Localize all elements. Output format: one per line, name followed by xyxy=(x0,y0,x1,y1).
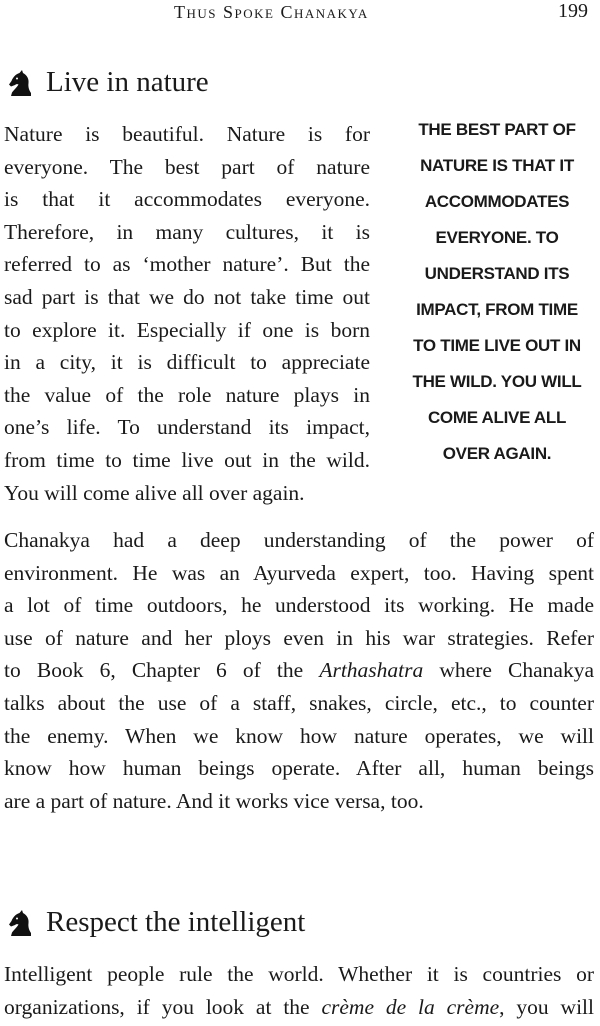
text-line: environment. He was an Ayurveda expert, too. Having spent xyxy=(4,560,594,585)
text-line: know how human beings operate. After all, human beings xyxy=(4,756,594,781)
text-line: Intelligent people rule the world. Whether it is countries or xyxy=(4,962,594,986)
phrase-italic: crème de la crème xyxy=(321,994,500,1019)
text-line: Nature is beautiful. Nature is for xyxy=(4,122,370,146)
section1-paragraph xyxy=(4,118,370,509)
text-line: talks about the use of a staff, snakes, circle, etc., to counter xyxy=(4,690,594,715)
section2-paragraph xyxy=(4,958,594,1023)
section-heading-respect-the-intelligent xyxy=(6,906,305,939)
text-line xyxy=(4,654,594,687)
pull-quote: THE BEST PART OF NATURE IS THAT IT ACCOMMODATES EVERYONE. TO UNDERSTAND ITS IMPACT, FROM TIME TO TIME LIVE OUT IN THE WILD. YOU WILL COME ALIVE ALL OVER AGAIN. xyxy=(412,120,582,463)
text-run: where Chanakya xyxy=(423,658,594,683)
text-line: Therefore, in many cultures, it is xyxy=(4,219,370,244)
text-run: to Book 6, Chapter 6 of the xyxy=(4,658,320,683)
section-title-text: Live in nature xyxy=(46,66,209,98)
text-line: is that it accommodates everyone. xyxy=(4,187,370,212)
running-head: Thus Spoke Chanakya xyxy=(174,2,369,22)
text-line: use of nature and her ploys even in his war strategies. Refer xyxy=(4,625,594,650)
knight-icon xyxy=(6,68,36,98)
text-run: organizations, if you look at the xyxy=(4,994,322,1019)
text-run: , you will xyxy=(499,994,594,1019)
text-line: in a city, it is difficult to appreciate xyxy=(4,350,370,375)
text-line: Chanakya had a deep understanding of the power of xyxy=(4,528,594,552)
text-line: the enemy. When we know how nature operates, we will xyxy=(4,723,594,748)
section-title-text: Respect the intelligent xyxy=(46,906,306,938)
text-line: to explore it. Especially if one is born xyxy=(4,317,370,342)
text-line: You will come alive all over again. xyxy=(4,480,305,505)
text-line: everyone. The best part of nature xyxy=(4,154,370,179)
section-heading-live-in-nature xyxy=(6,66,209,99)
text-line: are a part of nature. And it works vice versa, too. xyxy=(4,788,424,813)
page-number: 199 xyxy=(558,0,588,22)
text-line: the value of the role nature plays in xyxy=(4,382,370,407)
book-title-italic: Arthashatra xyxy=(319,658,424,683)
text-line: from time to time live out in the wild. xyxy=(4,447,370,472)
text-line: sad part is that we do not take time out xyxy=(4,284,370,309)
knight-icon xyxy=(6,908,36,938)
text-line: a lot of time outdoors, he understood its working. He made xyxy=(4,593,594,618)
text-line: one’s life. To understand its impact, xyxy=(4,415,370,440)
section1-continued-paragraph xyxy=(4,524,594,817)
text-line xyxy=(4,991,594,1024)
text-line: referred to as ‘mother nature’. But the xyxy=(4,252,370,277)
